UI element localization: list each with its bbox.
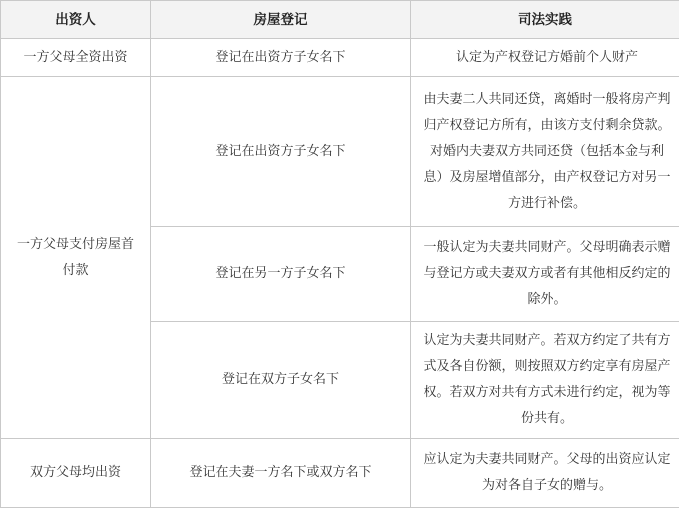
practice-text: 应认定为夫妻共同财产。父母的出资应认定为对各自子女的赠与。 [411,447,679,499]
practice-text: 由夫妻二人共同还贷，离婚时一般将房产判归产权登记方所有，由该方支付剩余贷款。对婚内夫妻双方共同还贷（包括本金与利息）及房屋增值部分，由产权登记方对另一方进行补偿。 [411,87,679,217]
investor-text: 一方父母全资出资 [1,45,150,71]
table-header-row [1,1,679,39]
registration-text: 登记在夫妻一方名下或双方名下 [151,460,410,486]
registration-text: 登记在另一方子女名下 [151,261,410,287]
registration-cell [151,322,411,439]
table-row [1,77,679,227]
practice-cell [411,227,679,322]
header-investor: 出资人 [1,1,151,39]
table-row [1,439,679,508]
registration-cell [151,39,411,77]
practice-cell [411,439,679,508]
registration-text: 登记在出资方子女名下 [151,139,410,165]
investor-cell [1,439,151,508]
practice-text: 认定为夫妻共同财产。若双方约定了共有方式及各自份额，则按照双方约定享有房屋产权。若双方对共有方式未进行约定，视为等份共有。 [411,328,679,432]
header-registration: 房屋登记 [151,1,411,39]
table-row [1,39,679,77]
investor-cell [1,77,151,439]
registration-text: 登记在双方子女名下 [151,367,410,393]
investor-cell [1,39,151,77]
registration-cell [151,227,411,322]
practice-cell [411,322,679,439]
investor-text: 一方父母支付房屋首付款 [1,232,150,284]
registration-text: 登记在出资方子女名下 [151,45,410,71]
practice-text: 一般认定为夫妻共同财产。父母明确表示赠与登记方或夫妻双方或者有其他相反约定的除外。 [411,235,679,313]
practice-cell [411,39,679,77]
practice-text: 认定为产权登记方婚前个人财产 [411,45,679,71]
registration-cell [151,439,411,508]
investor-text: 双方父母均出资 [1,460,150,486]
practice-cell [411,77,679,227]
registration-cell [151,77,411,227]
header-practice: 司法实践 [411,1,679,39]
